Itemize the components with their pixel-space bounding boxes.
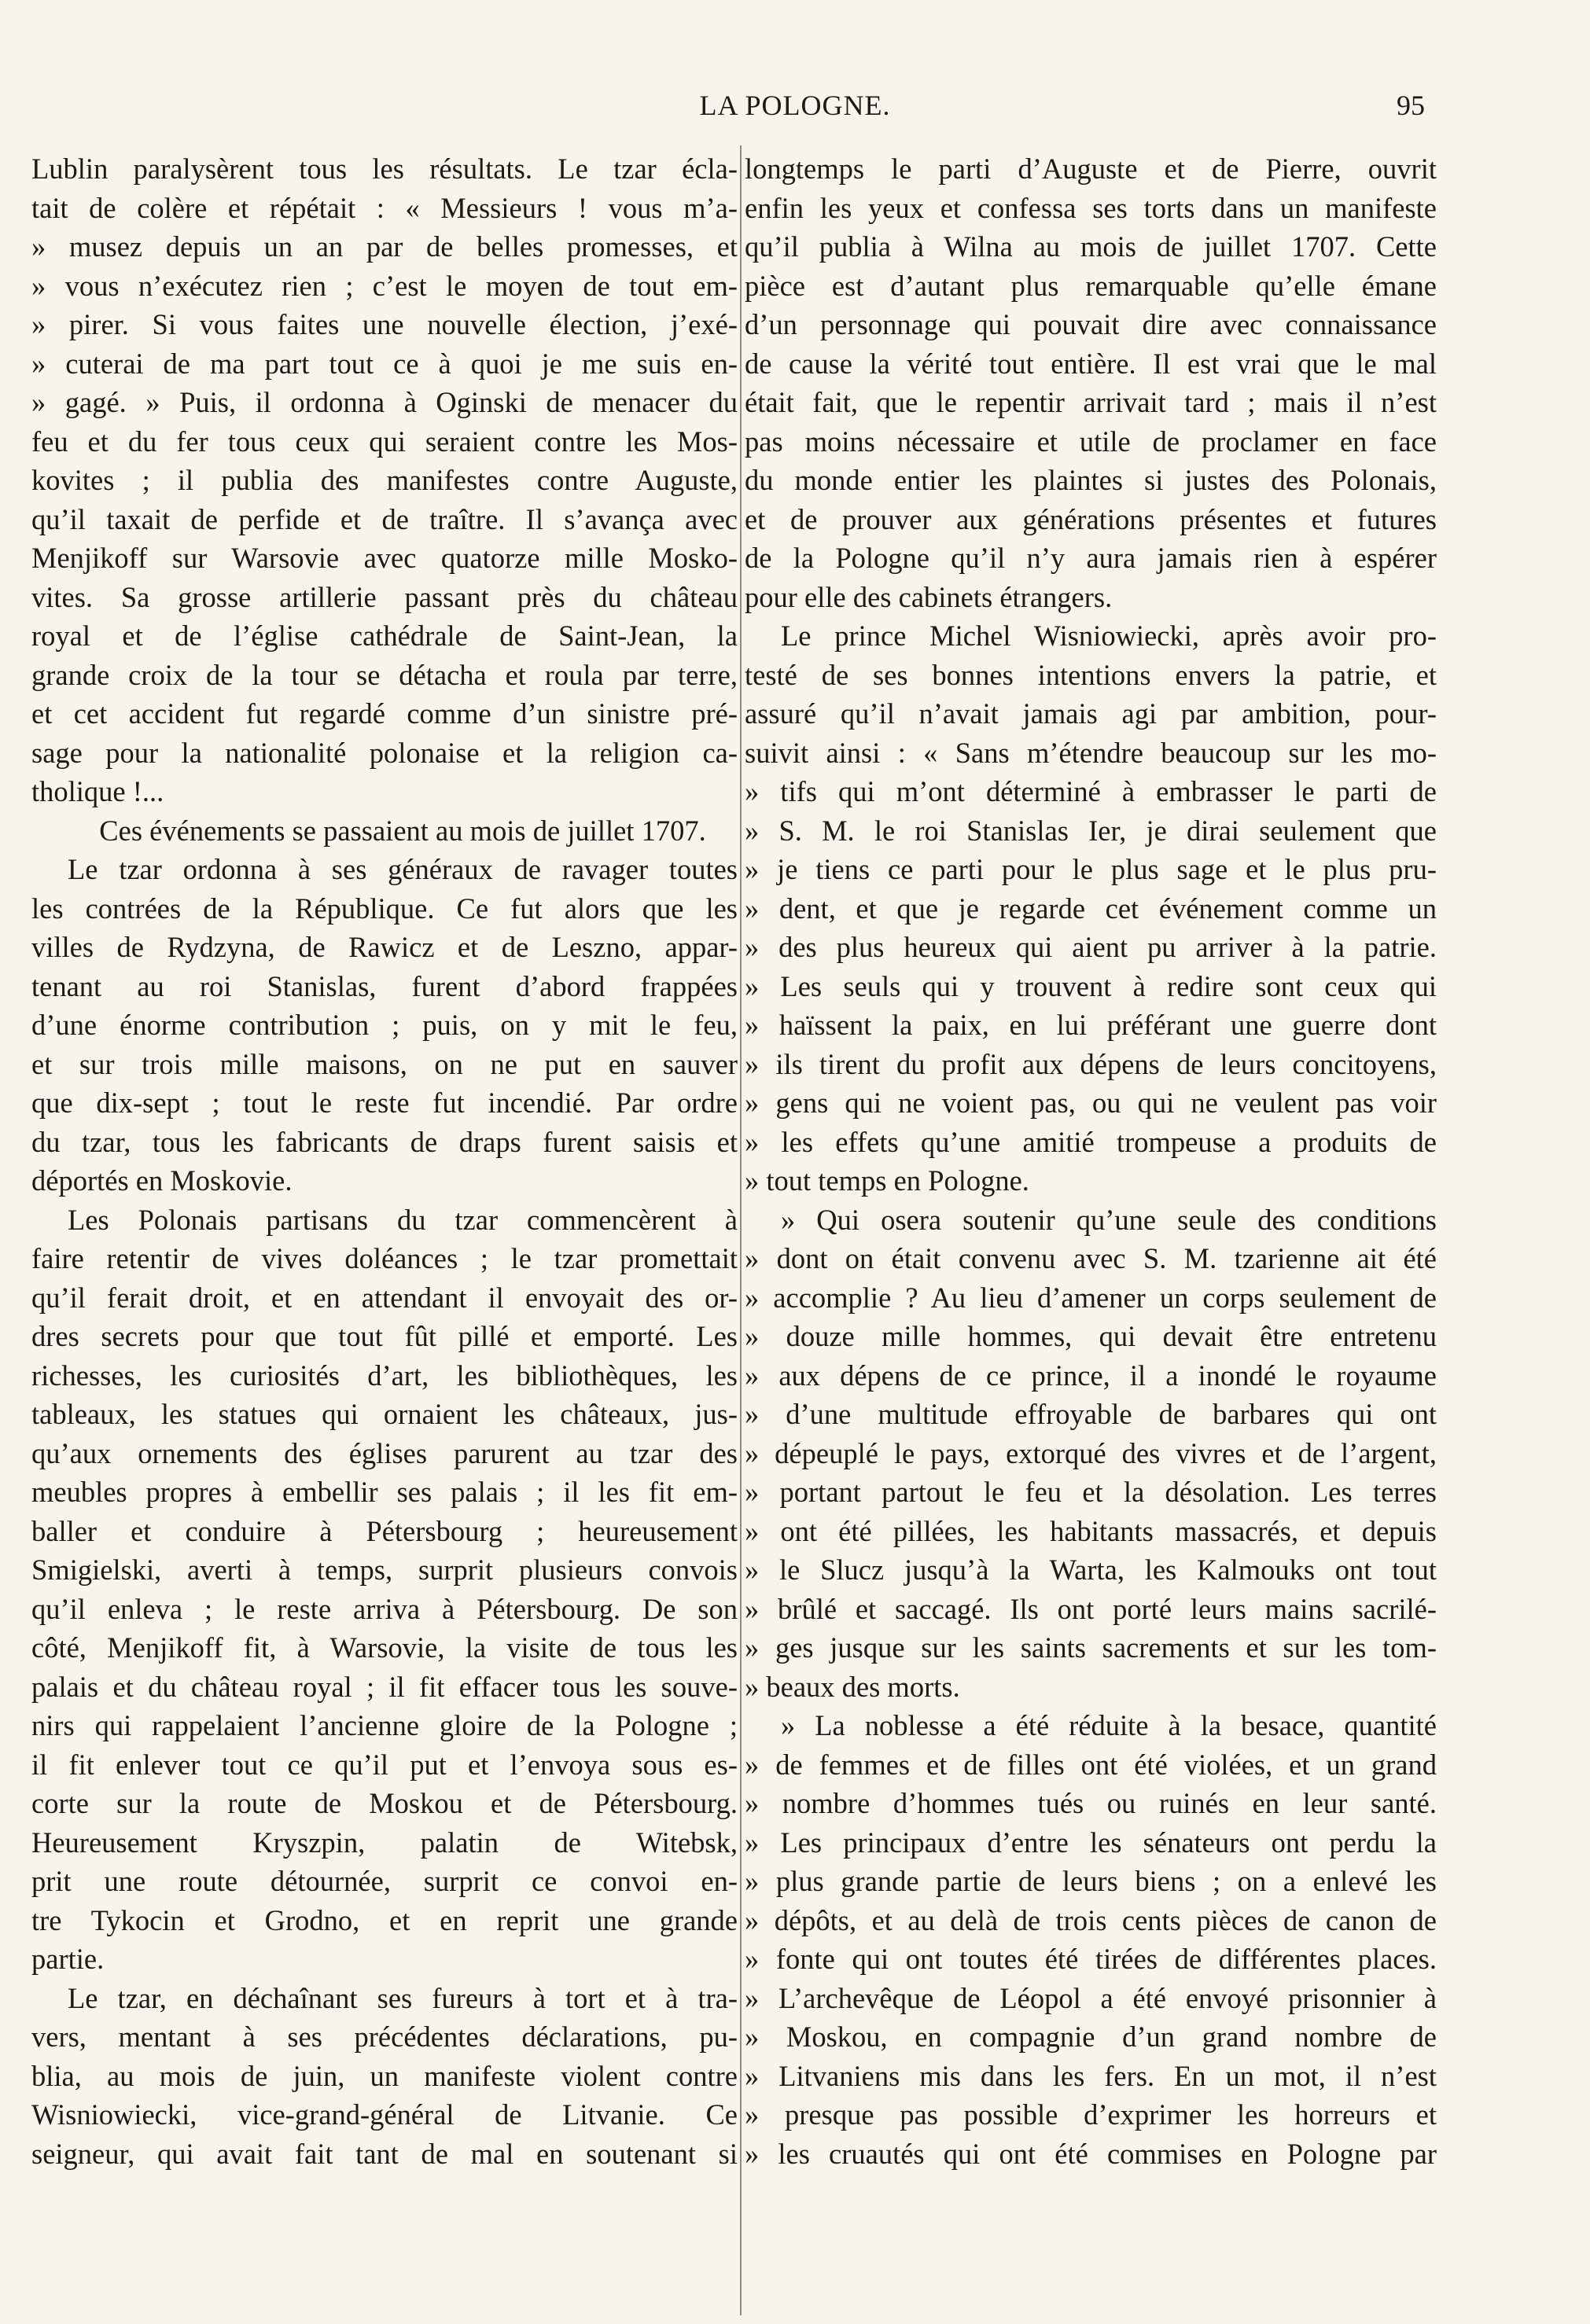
text-line: qu’il enleva ; le reste arriva à Pétersbourg. De son — [31, 1592, 738, 1625]
text-line: » des plus heureux qui aient pu arriver à la patrie. — [745, 931, 1437, 963]
text-line: » Litvaniens mis dans les fers. En un mot, il n’est — [745, 2059, 1437, 2092]
text-line: » beaux des morts. — [745, 1670, 960, 1703]
text-line: déportés en Moskovie. — [31, 1164, 293, 1197]
text-line: côté, Menjikoff fit, à Warsovie, la visite de tous les — [31, 1631, 738, 1664]
text-line: d’un personnage qui pouvait dire avec connaissance — [745, 308, 1437, 340]
text-line: » vous n’exécutez rien ; c’est le moyen de tout em- — [31, 269, 738, 302]
text-line: il fit enlever tout ce qu’il put et l’envoya sous es- — [31, 1748, 738, 1781]
text-line: » les effets qu’une amitié trompeuse a produits de — [745, 1125, 1437, 1158]
text-line: » les cruautés qui ont été commises en Pologne par — [745, 2137, 1437, 2170]
text-line: » cuterai de ma part tout ce à quoi je me suis en- — [31, 347, 738, 380]
text-line: » accomplie ? Au lieu d’amener un corps seulement de — [745, 1281, 1437, 1314]
text-line: nirs qui rappelaient l’ancienne gloire de la Pologne ; — [31, 1709, 738, 1741]
text-line: enfin les yeux et confessa ses torts dans un manifeste — [745, 191, 1437, 224]
text-line: meubles propres à embellir ses palais ; il les fit em- — [31, 1476, 738, 1508]
text-line: » de femmes et de filles ont été violées, et un grand — [745, 1748, 1437, 1781]
text-line: du tzar, tous les fabricants de draps furent saisis et — [31, 1125, 738, 1158]
text-line: » musez depuis un an par de belles promesses, et — [31, 230, 738, 263]
text-line: vers, mentant à ses précédentes déclarations, pu- — [31, 2021, 738, 2053]
text-line: Wisniowiecki, vice-grand-général de Litvanie. Ce — [31, 2098, 738, 2131]
text-line: » La noblesse a été réduite à la besace, quantité — [781, 1709, 1437, 1741]
text-line: qu’il taxait de perfide et de traître. Il s’avança avec — [31, 502, 738, 535]
text-line: suivit ainsi : « Sans m’étendre beaucoup sur les mo- — [745, 736, 1437, 769]
text-line: et de prouver aux générations présentes et futures — [745, 502, 1437, 535]
text-line: royal et de l’église cathédrale de Saint-Jean, la — [31, 620, 738, 652]
text-line: tenant au roi Stanislas, furent d’abord frappées — [31, 969, 738, 1002]
text-line: Lublin paralysèrent tous les résultats. Le tzar écla- — [31, 153, 738, 185]
text-line: était fait, que le repentir arrivait tard ; mais il n’est — [745, 386, 1437, 418]
text-line: » d’une multitude effroyable de barbares qui ont — [745, 1398, 1437, 1430]
text-line: et cet accident fut regardé comme d’un sinistre pré- — [31, 697, 738, 730]
text-line: » L’archevêque de Léopol a été envoyé prisonnier à — [745, 1981, 1437, 2014]
text-line: » Moskou, en compagnie d’un grand nombre de — [745, 2021, 1437, 2053]
text-line: testé de ses bonnes intentions envers la patrie, et — [745, 658, 1437, 691]
text-line: » ont été pillées, les habitants massacrés, et depuis — [745, 1514, 1437, 1547]
text-line: » dent, et que je regarde cet événement comme un — [745, 892, 1437, 925]
text-line: d’une énorme contribution ; puis, on y mit le feu, — [31, 1009, 738, 1041]
text-line: Menjikoff sur Warsovie avec quatorze mille Mosko- — [31, 542, 738, 574]
text-line: Le tzar, en déchaînant ses fureurs à tort et à tra- — [68, 1981, 738, 2014]
text-line: pièce est d’autant plus remarquable qu’elle émane — [745, 269, 1437, 302]
text-line: que dix-sept ; tout le reste fut incendié. Par ordre — [31, 1087, 738, 1119]
text-line: tholique !... — [31, 775, 164, 807]
text-line: » portant partout le feu et la désolation. Les terres — [745, 1476, 1437, 1508]
text-line: prit une route détournée, surprit ce convoi en- — [31, 1865, 738, 1897]
text-line: palais et du château royal ; il fit effacer tous les souve- — [31, 1670, 738, 1703]
text-line: Smigielski, averti à temps, surprit plusieurs convois — [31, 1554, 738, 1586]
text-line: » tout temps en Pologne. — [745, 1164, 1029, 1197]
text-line: » nombre d’hommes tués ou ruinés en leur santé. — [745, 1787, 1437, 1819]
text-line: Ces événements se passaient au mois de juillet 1707. — [99, 814, 706, 847]
text-line: qu’il publia à Wilna au mois de juillet 1707. Cette — [745, 230, 1437, 263]
text-line: qu’aux ornements des églises parurent au tzar des — [31, 1436, 738, 1469]
text-line: richesses, les curiosités d’art, les bibliothèques, les — [31, 1359, 738, 1392]
text-line: faire retentir de vives doléances ; le tzar promettait — [31, 1242, 738, 1274]
text-line: tre Tykocin et Grodno, et en reprit une grande — [31, 1903, 738, 1936]
text-line: » pirer. Si vous faites une nouvelle élection, j’exé- — [31, 308, 738, 340]
text-line: » haïssent la paix, en lui préférant une guerre dont — [745, 1009, 1437, 1041]
text-line: villes de Rydzyna, de Rawicz et de Leszno, appar- — [31, 931, 738, 963]
text-line: de la Pologne qu’il n’y aura jamais rien à espérer — [745, 542, 1437, 574]
left-column — [31, 149, 738, 2173]
text-line: corte sur la route de Moskou et de Pétersbourg. — [31, 1787, 738, 1819]
text-line: tait de colère et répétait : « Messieurs ! vous m’a- — [31, 191, 738, 224]
text-line: kovites ; il publia des manifestes contre Auguste, — [31, 464, 738, 496]
text-line: » S. M. le roi Stanislas Ier, je dirai seulement que — [745, 814, 1437, 847]
page-header — [0, 0, 1590, 130]
text-line: Les Polonais partisans du tzar commencèrent à — [68, 1203, 738, 1236]
text-line: dres secrets pour que tout fût pillé et emporté. Les — [31, 1320, 738, 1352]
text-line: assuré qu’il n’avait jamais agi par ambition, pour- — [745, 697, 1437, 730]
text-line: de cause la vérité tout entière. Il est vrai que le mal — [745, 347, 1437, 380]
text-line: » ges jusque sur les saints sacrements et sur les tom- — [745, 1631, 1437, 1664]
text-line: » fonte qui ont toutes été tirées de différentes places. — [745, 1943, 1437, 1975]
text-line: feu et du fer tous ceux qui seraient contre les Mos- — [31, 425, 738, 458]
text-line: et sur trois mille maisons, on ne put en sauver — [31, 1047, 738, 1080]
text-line: du monde entier les plaintes si justes des Polonais, — [745, 464, 1437, 496]
text-line: » gens qui ne voient pas, ou qui ne veulent pas voir — [745, 1087, 1437, 1119]
text-line: » douze mille hommes, qui devait être entretenu — [745, 1320, 1437, 1352]
text-line: » le Slucz jusqu’à la Warta, les Kalmouks ont tout — [745, 1554, 1437, 1586]
text-line: » dépeuplé le pays, extorqué des vivres et de l’argent, — [745, 1436, 1437, 1469]
text-line: » je tiens ce parti pour le plus sage et le plus pru- — [745, 853, 1437, 885]
text-line: » Les principaux d’entre les sénateurs ont perdu la — [745, 1826, 1437, 1859]
text-line: » brûlé et saccagé. Ils ont porté leurs mains sacrilé- — [745, 1592, 1437, 1625]
page-number: 95 — [1397, 90, 1425, 121]
text-line: partie. — [31, 1943, 105, 1975]
text-line: Heureusement Kryszpin, palatin de Witebsk, — [31, 1826, 738, 1859]
text-line: » dépôts, et au delà de trois cents pièces de canon de — [745, 1903, 1437, 1936]
text-line: baller et conduire à Pétersbourg ; heureusement — [31, 1514, 738, 1547]
text-line: qu’il ferait droit, et en attendant il envoyait des or- — [31, 1281, 738, 1314]
text-line: seigneur, qui avait fait tant de mal en soutenant si — [31, 2137, 738, 2170]
column-divider — [740, 145, 742, 2315]
text-line: blia, au mois de juin, un manifeste violent contre — [31, 2059, 738, 2092]
text-line: pas moins nécessaire et utile de proclamer en face — [745, 425, 1437, 458]
text-line: » tifs qui m’ont déterminé à embrasser le parti de — [745, 775, 1437, 807]
text-line: » plus grande partie de leurs biens ; on a enlevé les — [745, 1865, 1437, 1897]
text-line: grande croix de la tour se détacha et roula par terre, — [31, 658, 738, 691]
text-line: sage pour la nationalité polonaise et la religion ca- — [31, 736, 738, 769]
running-title: LA POLOGNE. — [699, 90, 891, 121]
text-line: pour elle des cabinets étrangers. — [745, 580, 1113, 613]
text-line: longtemps le parti d’Auguste et de Pierre, ouvrit — [745, 153, 1437, 185]
text-line: » gagé. » Puis, il ordonna à Oginski de menacer du — [31, 386, 738, 418]
text-line: tableaux, les statues qui ornaient les châteaux, jus- — [31, 1398, 738, 1430]
text-line: Le prince Michel Wisniowiecki, après avoir pro- — [781, 620, 1437, 652]
text-line: vites. Sa grosse artillerie passant près du château — [31, 580, 738, 613]
text-line: » dont on était convenu avec S. M. tzarienne ait été — [745, 1242, 1437, 1274]
text-line: les contrées de la République. Ce fut alors que les — [31, 892, 738, 925]
text-line: » presque pas possible d’exprimer les horreurs et — [745, 2098, 1437, 2131]
right-column — [745, 149, 1437, 2173]
text-line: Le tzar ordonna à ses généraux de ravager toutes — [68, 853, 738, 885]
text-line: » Les seuls qui y trouvent à redire sont ceux qui — [745, 969, 1437, 1002]
text-line: » Qui osera soutenir qu’une seule des conditions — [781, 1203, 1437, 1236]
text-line: » ils tirent du profit aux dépens de leurs concitoyens, — [745, 1047, 1437, 1080]
text-line: » aux dépens de ce prince, il a inondé le royaume — [745, 1359, 1437, 1392]
